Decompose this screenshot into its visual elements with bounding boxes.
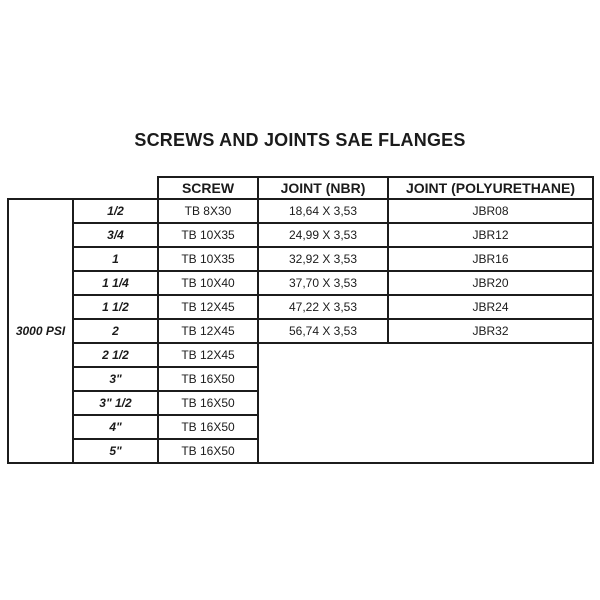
size-cell: 1 1/4 bbox=[73, 271, 158, 295]
table-row bbox=[8, 295, 593, 319]
size-cell: 2 bbox=[73, 319, 158, 343]
pressure-cell: 3000 PSI bbox=[8, 199, 73, 463]
joint-nbr-cell: 32,92 X 3,53 bbox=[258, 247, 388, 271]
size-cell: 1/2 bbox=[73, 199, 158, 223]
joint-poly-cell: JBR20 bbox=[388, 271, 593, 295]
joint-poly-cell: JBR24 bbox=[388, 295, 593, 319]
joint-poly-cell: JBR16 bbox=[388, 247, 593, 271]
screw-cell: TB 16X50 bbox=[158, 439, 258, 463]
screw-cell: TB 16X50 bbox=[158, 391, 258, 415]
table-row bbox=[8, 343, 593, 367]
joint-nbr-cell: 24,99 X 3,53 bbox=[258, 223, 388, 247]
column-header-1: JOINT (NBR) bbox=[258, 177, 388, 199]
table-row bbox=[8, 319, 593, 343]
column-header-2: JOINT (POLYURETHANE) bbox=[388, 177, 593, 199]
screw-cell: TB 16X50 bbox=[158, 367, 258, 391]
size-cell: 3/4 bbox=[73, 223, 158, 247]
screw-cell: TB 8X30 bbox=[158, 199, 258, 223]
size-cell: 3" 1/2 bbox=[73, 391, 158, 415]
size-cell: 1 bbox=[73, 247, 158, 271]
size-cell: 1 1/2 bbox=[73, 295, 158, 319]
screw-cell: TB 16X50 bbox=[158, 415, 258, 439]
size-cell: 5" bbox=[73, 439, 158, 463]
joint-nbr-cell: 37,70 X 3,53 bbox=[258, 271, 388, 295]
joint-poly-cell: JBR12 bbox=[388, 223, 593, 247]
table-body bbox=[8, 199, 593, 463]
screw-cell: TB 12X45 bbox=[158, 295, 258, 319]
flange-table bbox=[7, 176, 594, 464]
table-row bbox=[8, 223, 593, 247]
screw-cell: TB 10X35 bbox=[158, 223, 258, 247]
header-corner-spacer bbox=[8, 177, 158, 199]
joint-nbr-cell: 56,74 X 3,53 bbox=[258, 319, 388, 343]
joint-nbr-cell: 47,22 X 3,53 bbox=[258, 295, 388, 319]
table-row bbox=[8, 247, 593, 271]
screw-cell: TB 12X45 bbox=[158, 319, 258, 343]
table-header bbox=[8, 177, 593, 199]
column-header-0: SCREW bbox=[158, 177, 258, 199]
screw-cell: TB 10X40 bbox=[158, 271, 258, 295]
joint-poly-cell: JBR08 bbox=[388, 199, 593, 223]
table-row bbox=[8, 199, 593, 223]
empty-joint-area bbox=[258, 343, 593, 463]
screw-cell: TB 12X45 bbox=[158, 343, 258, 367]
joint-nbr-cell: 18,64 X 3,53 bbox=[258, 199, 388, 223]
size-cell: 3" bbox=[73, 367, 158, 391]
page-title: SCREWS AND JOINTS SAE FLANGES bbox=[134, 130, 466, 150]
size-cell: 4" bbox=[73, 415, 158, 439]
size-cell: 2 1/2 bbox=[73, 343, 158, 367]
table-row bbox=[8, 271, 593, 295]
screw-cell: TB 10X35 bbox=[158, 247, 258, 271]
joint-poly-cell: JBR32 bbox=[388, 319, 593, 343]
